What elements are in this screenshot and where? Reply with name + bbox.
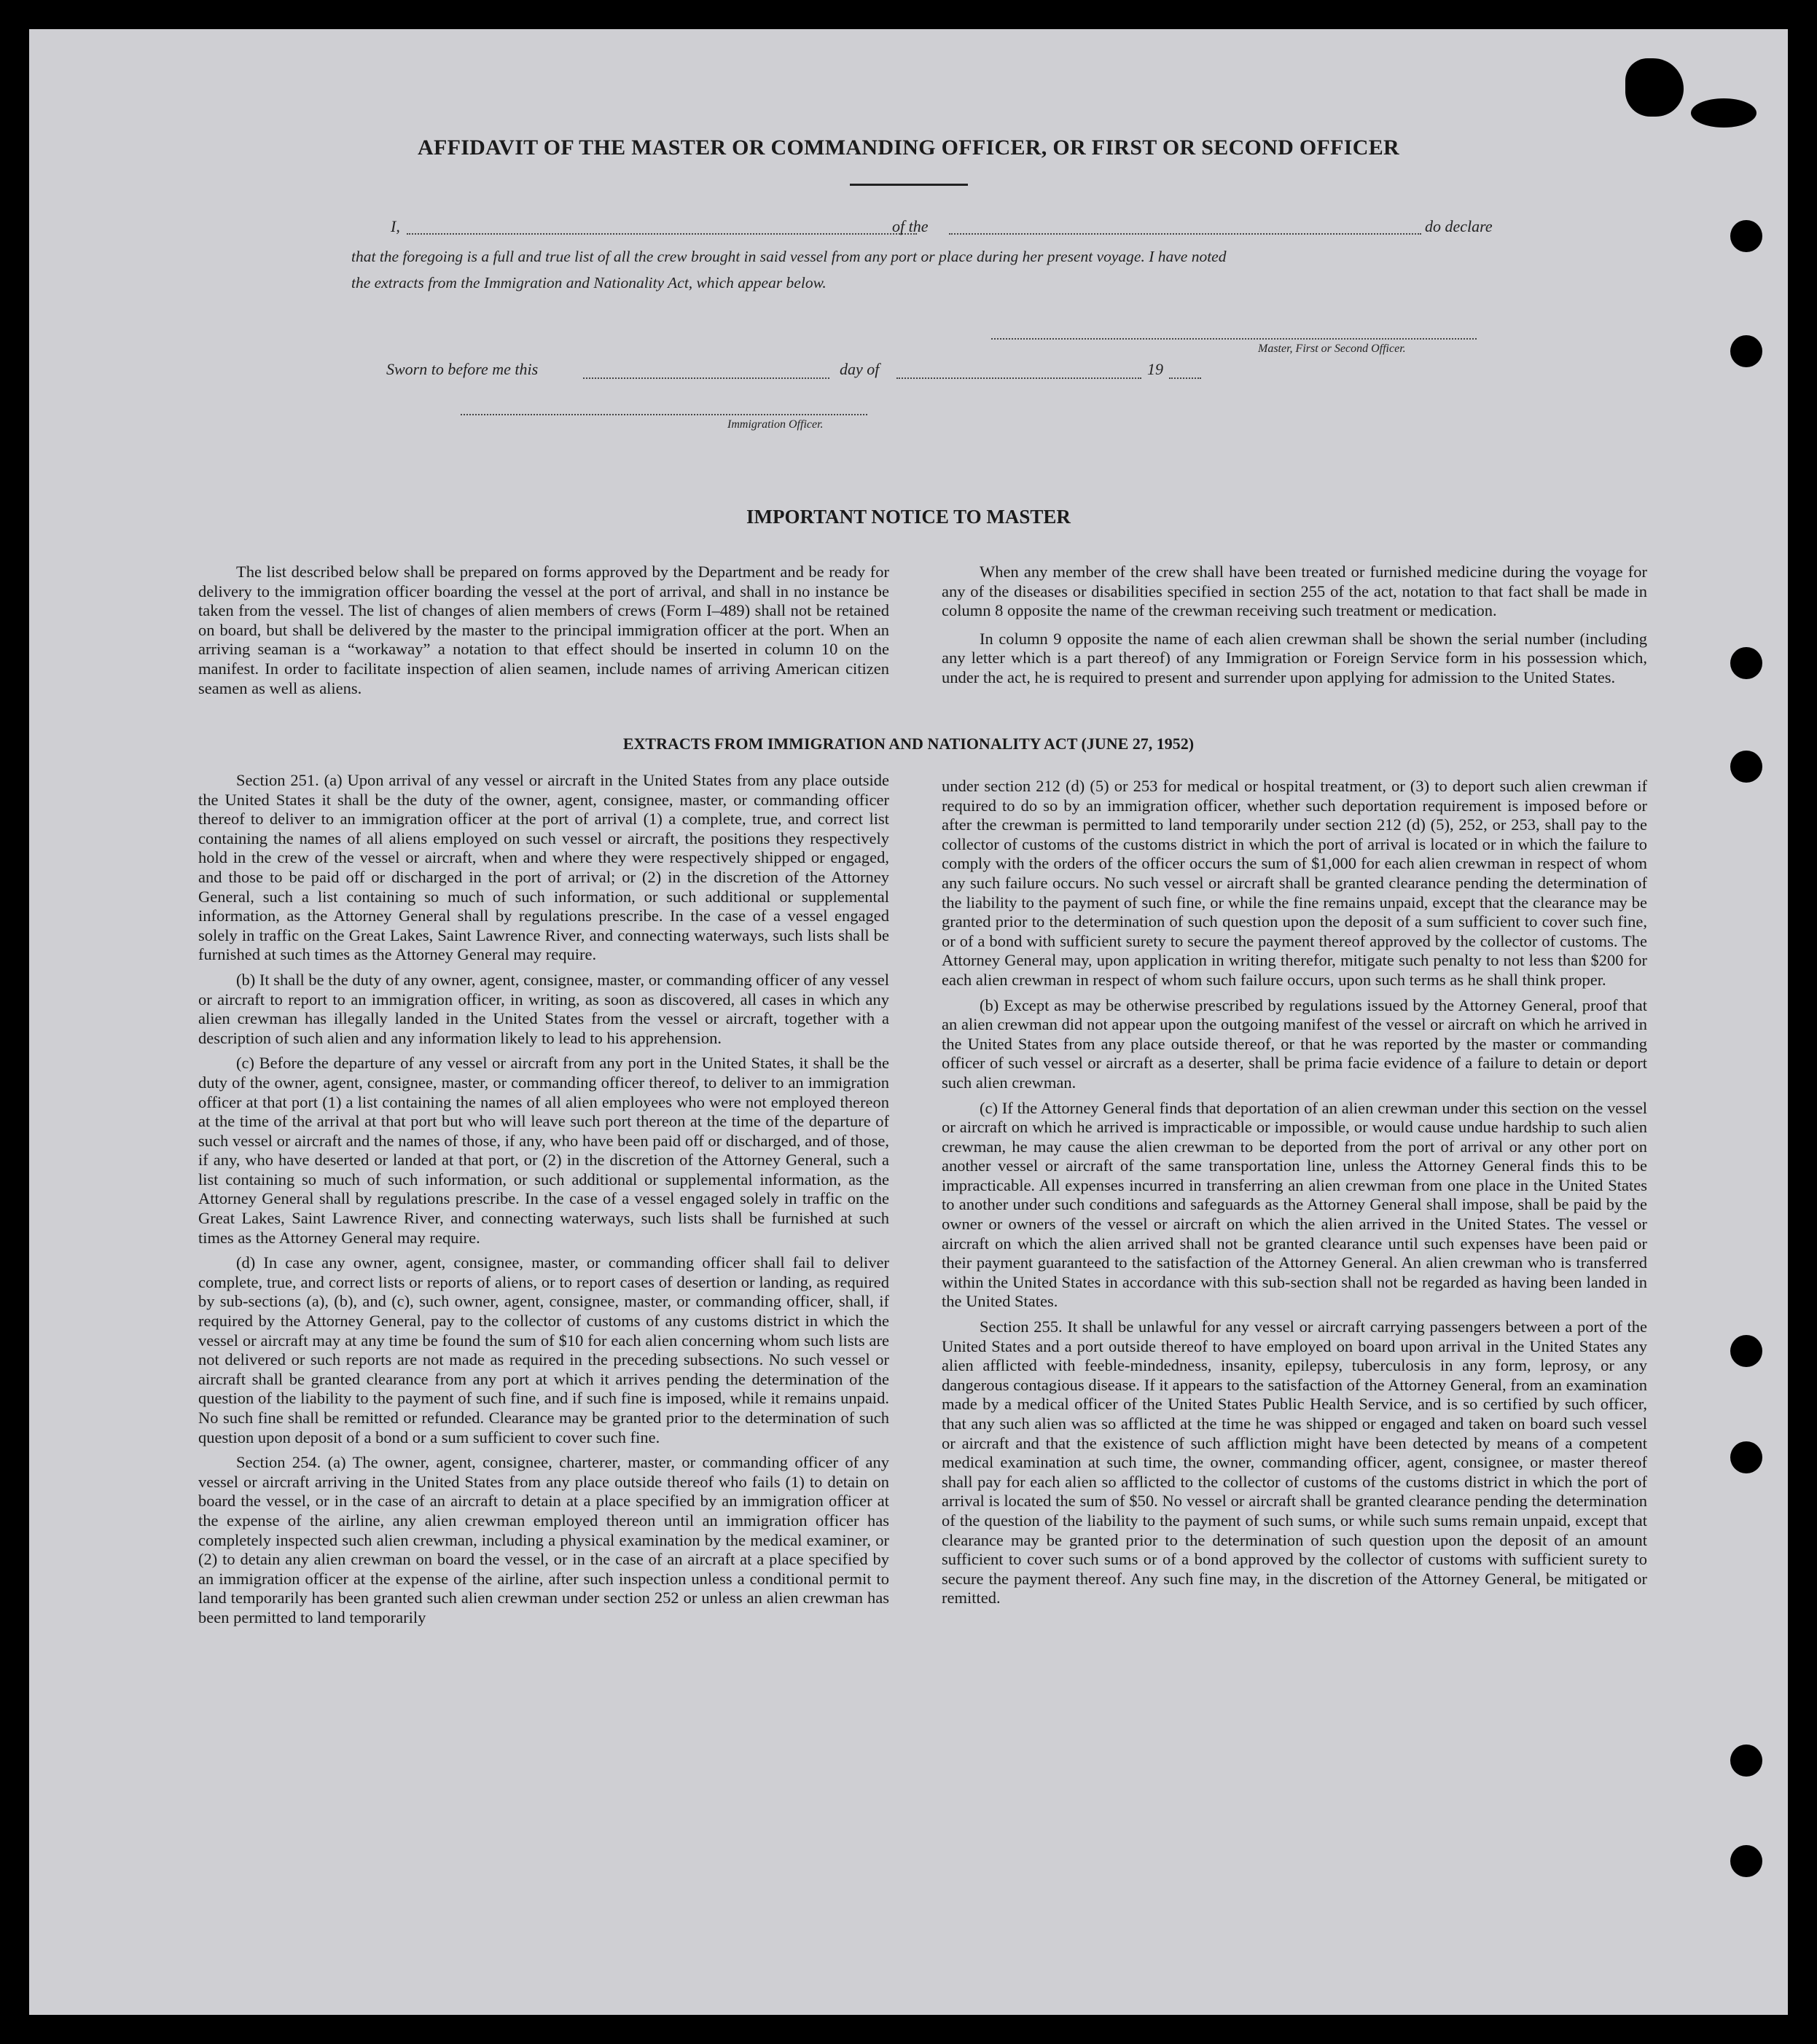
declaration-line-1: that the foregoing is a full and true list of all the crew brought in said vessel from any port or place during her present voyage. I have noted xyxy=(351,248,1227,265)
document-page xyxy=(29,29,1788,2015)
sworn-label: Sworn to before me this xyxy=(386,360,539,378)
section-251-c: (c) Before the departure of any vessel or aircraft from any port in the United States, it shall be the duty of the owner, agent, consignee, master, or commanding officer thereof, to deliver to an immigration officer at that port (1) a list containing the names of all alien employees who were not employed thereon at the time of the arrival at that port but who will leave such port thereon at the time of the departure of such vessel or aircraft and the names of those, if any, who have been paid off or discharged, and of those, if any, who have deserted or landed at that port, or (2) in the discretion of the Attorney General, such a list containing so much of such information, or such additional or supplemental information, as the Attorney General shall by regulations prescribe. In the case of a vessel engaged solely in traffic on the Great Lakes, Saint Lawrence River, and connecting waterways, such lists shall be furnished at such times as the Attorney General may require. xyxy=(198,1054,889,1247)
notice-left-column xyxy=(198,563,889,704)
section-254-c: (c) If the Attorney General finds that deportation of an alien crewman under this section on the vessel or aircraft on which he arrived is impracticable or impossible, or would cause undue hardship to such alien crewman, he may cause the alien crewman to be deported from the port of arrival or any other port on another vessel or aircraft of the same transportation line, unless the Attorney General finds this to be impracticable. All expenses incurred in transferring an alien crewman from one place in the United States to another under such conditions and safeguards as the Attorney General shall impose, shall be paid by the owner or owners of the vessel or aircraft on which the alien arrived in the United States. The vessel or aircraft on which the alien arrived shall not be granted clearance until such expenses have been paid or their payment guaranteed to the satisfaction of the Attorney General. An alien crewman who is transferred within the United States in accordance with this sub-section shall not be regarded as having been landed in the United States. xyxy=(942,1098,1647,1311)
section-251-d: (d) In case any owner, agent, consignee, master, or commanding officer shall fail to deliver complete, true, and correct lists or reports of aliens, or to report cases of desertion or landing, as required by sub-sections (a), (b), and (c), such owner, agent, consignee, master, or commanding officer, shall, if required by the Attorney General, pay to the collector of customs of any customs district in which the vessel or aircraft may at any time be found the sum of $10 for each alien concerning whom such lists are not delivered or such reports are not made as required in the preceding subsections. No such vessel or aircraft shall be granted clearance from any port at which it arrives pending the determination of the question of the liability to the payment of such fine, and if such fine is imposed, while it remains unpaid. No such fine shall be remitted or refunded. Clearance may be granted prior to the determination of such question upon deposit of a bond or a sum sufficient to cover such fine. xyxy=(198,1253,889,1446)
affidavit-i-label: I, xyxy=(391,217,400,235)
notice-right-paragraph-2: In column 9 opposite the name of each alien crewman shall be shown the serial number (including any letter which is a part thereof) of any Immigration or Foreign Service form in his possession which, under the act, he is required to present and surrender upon applying for admission to the United States. xyxy=(942,629,1647,686)
section-254-a-continued: under section 212 (d) (5) or 253 for medical or hospital treatment, or (3) to deport such alien crewman if required to do so by an immigration officer, whether such deportation requirement is imposed before or after the crewman is permitted to land temporarily under section 212 (d) (5), 252, or 253, shall pay to the collector of customs of the customs district in which the port of arrival is located or in which the failure to comply with the orders of the officer occurs the sum of $1,000 for each alien crewman in respect of whom any such failure occurs. No such vessel or aircraft shall be granted clearance pending the determination of the liability to the payment of such fine, or while the fine remains unpaid, except that the clearance may be granted prior to the determination of such question upon the deposit of a sum sufficient to cover such fine, or of a bond with sufficient surety to secure the payment thereof approved by the collector of customs. The Attorney General may, upon application in writing therefor, mitigate such penalty to not less than $200 for each alien crewman in respect of whom such failure occurs, upon such terms as he shall think proper. xyxy=(942,777,1647,989)
punch-hole xyxy=(1730,1745,1762,1777)
punch-hole xyxy=(1730,751,1762,783)
officer-signature-caption: Immigration Officer. xyxy=(727,418,824,431)
day-of-label: day of xyxy=(840,360,880,378)
notice-right-paragraph-1: When any member of the crew shall have been treated or furnished medicine during the voyage for any of the diseases or disabilities specified in section 255 of the act, notation to that fact shall be made in column 8 opposite the name of the crewman receiving such treatment or medication. xyxy=(942,563,1647,620)
officer-signature-line[interactable] xyxy=(461,414,867,415)
section-251-a: Section 251. (a) Upon arrival of any vessel or aircraft in the United States from any place outside the United States it shall be the duty of the owner, agent, consignee, master, or commanding officer thereof to deliver to an immigration officer at the port of arrival (1) a complete, true, and correct list containing the names of all aliens employed on such vessel or aircraft, the positions they respectively hold in the crew of the vessel or aircraft, when and where they were respectively shipped or engaged, and those to be paid off or discharged in the port of arrival; or (2) in the discretion of the Attorney General, such a list containing so much of such information, or such additional or supplemental information, as the Attorney General shall by regulations prescribe. In the case of a vessel engaged solely in traffic on the Great Lakes, Saint Lawrence River, and connecting waterways, such lists shall be furnished at such times as the Attorney General may require. xyxy=(198,771,889,964)
punch-hole xyxy=(1730,1335,1762,1367)
punch-hole xyxy=(1730,1441,1762,1473)
section-251-b: (b) It shall be the duty of any owner, agent, consignee, master, or commanding officer of any vessel or aircraft to report to an immigration officer, in writing, as soon as discovered, all cases in which any alien crewman has illegally landed in the United States from the vessel or aircraft, together with a description of such alien and any information likely to lead to his apprehension. xyxy=(198,970,889,1047)
section-255: Section 255. It shall be unlawful for any vessel or aircraft carrying passengers between a port of the United States and a port outside thereof to have employed on board upon arrival in the United States any alien afflicted with feeble-mindedness, insanity, epilepsy, tuberculosis in any form, leprosy, or any dangerous contagious disease. If it appears to the satisfaction of the Attorney General, from an examination made by a medical officer of the United States Public Health Service, and is so certified by such officer, that any such alien was so afflicted at the time he was shipped or engaged and taken on board such vessel or aircraft and that the existence of such affliction might have been detected by means of a competent medical examination at such time, the owner, commanding officer, agent, consignee, or master thereof shall pay for each alien so afflicted to the collector of customs of the customs district in which the port of arrival is located the sum of $50. No vessel or aircraft shall be granted clearance pending the determination of the question of the liability to the payment of such sums, or while such sums remain unpaid, except that clearance may be granted prior to the determination of such question upon the deposit of an amount sufficient to cover such sums or of a bond approved by the collector of customs with sufficient surety to secure the payment thereof. Any such fine may, in the discretion of the Attorney General, be mitigated or remitted. xyxy=(942,1317,1647,1608)
punch-hole xyxy=(1730,335,1762,367)
notice-right-column xyxy=(942,563,1647,694)
vessel-blank[interactable] xyxy=(949,233,1421,235)
notice-title: IMPORTANT NOTICE TO MASTER xyxy=(746,506,1071,528)
ink-blot-mark xyxy=(1691,98,1757,128)
extracts-right-column xyxy=(942,777,1647,1614)
section-254-a: Section 254. (a) The owner, agent, consignee, charterer, master, or commanding officer of any vessel or aircraft arriving in the United States from any place outside thereof who fails (1) to detain on board the vessel, or in the case of an aircraft to detain at a place specified by an immigration officer at the expense of the airline, any alien crewman employed thereon until an immigration officer has completely inspected such alien crewman, including a physical examination by the medical examiner, or (2) to detain any alien crewman on board the vessel, or in the case of an aircraft at a place specified by an immigration officer at the expense of the airline, after such inspection unless a conditional permit to land temporarily has been granted such alien crewman under section 252 or unless an alien crewman has been permitted to land temporarily xyxy=(198,1453,889,1626)
notice-left-paragraph: The list described below shall be prepared on forms approved by the Department and be ready for delivery to the immigration officer boarding the vessel at the port of arrival, and shall in no instance be taken from the vessel. The list of changes of alien members of crews (Form I–489) shall not be retained on board, but shall be delivered by the master to the principal immigration officer at the port. When an arriving seaman is a “workaway” a notation to that effect should be inserted in column 10 on the manifest. In order to facilitate inspection of alien seamen, include names of arriving American citizen seamen as well as aliens. xyxy=(198,563,889,697)
declaration-line-2: the extracts from the Immigration and Nationality Act, which appear below. xyxy=(351,274,827,291)
affidavit-of-the-label: of the xyxy=(892,217,929,235)
year-label: 19 xyxy=(1147,360,1163,378)
ink-blot-mark xyxy=(1625,58,1684,117)
section-254-b: (b) Except as may be otherwise prescribed by regulations issued by the Attorney General, proof that an alien crewman did not appear upon the outgoing manifest of the vessel or aircraft on which he arrived in the United States from any place outside thereof, or that he was reported by the master or commanding officer of such vessel or aircraft as a deserter, shall be prima facie evidence of a failure to detain or deport such alien crewman. xyxy=(942,995,1647,1092)
punch-hole xyxy=(1730,1845,1762,1877)
affidavit-title: AFFIDAVIT OF THE MASTER OR COMMANDING OFFICER, OR FIRST OR SECOND OFFICER xyxy=(417,136,1399,160)
master-signature-caption: Master, First or Second Officer. xyxy=(1258,342,1406,355)
sworn-year-blank[interactable] xyxy=(1169,377,1201,379)
sworn-day-blank[interactable] xyxy=(583,377,829,379)
affidavit-declare-label: do declare xyxy=(1425,217,1493,235)
punch-hole xyxy=(1730,220,1762,252)
master-signature-line[interactable] xyxy=(991,338,1477,340)
name-blank[interactable] xyxy=(407,233,917,235)
punch-hole xyxy=(1730,647,1762,679)
title-rule xyxy=(850,184,968,186)
extracts-title: EXTRACTS FROM IMMIGRATION AND NATIONALITY ACT (JUNE 27, 1952) xyxy=(622,735,1195,753)
extracts-left-column xyxy=(198,771,889,1634)
sworn-month-blank[interactable] xyxy=(896,377,1141,379)
